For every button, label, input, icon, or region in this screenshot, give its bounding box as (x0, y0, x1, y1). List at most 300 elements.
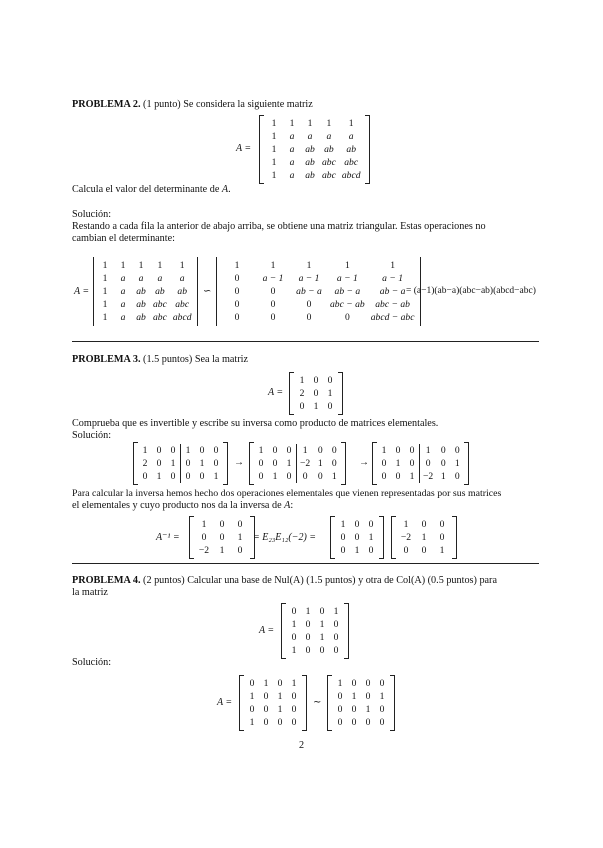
matrix-cell: 0 (379, 717, 385, 728)
matrix-row (295, 400, 337, 413)
matrix-cell: 1 (156, 471, 162, 482)
matrix-cell: 1 (454, 458, 460, 469)
matrix-row (219, 311, 418, 324)
matrix-cell: ab − a (296, 286, 322, 297)
matrix-cell: abc − ab (375, 299, 410, 310)
matrix-cell: abcd − abc (370, 312, 415, 323)
matrix-row (333, 690, 389, 703)
p4-equiv-symbol: ∼ (313, 697, 322, 708)
matrix-cell: 0 (317, 445, 323, 456)
matrix-cell: 1 (201, 519, 207, 530)
matrix-row (254, 457, 341, 470)
matrix-cell: 0 (421, 545, 427, 556)
matrix-cell: 0 (337, 717, 343, 728)
matrix-row (254, 470, 341, 483)
matrix-row (195, 518, 249, 531)
p3-inverse-matrix (189, 518, 255, 557)
matrix-row (397, 544, 451, 557)
matrix-cell: 0 (234, 312, 240, 323)
matrix-row (219, 272, 418, 285)
matrix-cell: 1 (219, 545, 225, 556)
matrix-cell: a (326, 131, 332, 142)
matrix-row (336, 544, 378, 557)
matrix-cell: 0 (333, 632, 339, 643)
p3-augmented-1 (133, 444, 228, 483)
matrix-cell: 0 (340, 532, 346, 543)
matrix-cell: 0 (354, 519, 360, 530)
matrix-cell: 0 (277, 717, 283, 728)
matrix-cell: 1 (102, 260, 108, 271)
p2-question-text: Calcula el valor del determinante de (72, 184, 220, 195)
matrix-cell: a − 1 (262, 273, 284, 284)
p4-reduce-right (327, 677, 395, 729)
p4-matrix-a (281, 605, 349, 657)
matrix-cell: 0 (409, 445, 415, 456)
matrix-row (265, 156, 364, 169)
matrix-cell: 0 (234, 273, 240, 284)
matrix-row (195, 544, 249, 557)
problem-3-intro: (1.5 puntos) Sea la matriz (143, 354, 249, 365)
matrix-cell: 1 (234, 260, 240, 271)
matrix-cell: 0 (365, 678, 371, 689)
matrix-cell: 0 (454, 445, 460, 456)
matrix-cell: 0 (263, 691, 269, 702)
matrix-cell: a (307, 131, 313, 142)
matrix-cell: 0 (368, 519, 374, 530)
matrix-row (377, 444, 464, 457)
matrix-cell: 0 (270, 299, 276, 310)
matrix-row (96, 272, 195, 285)
matrix-cell: 0 (327, 401, 333, 412)
matrix-cell: 1 (138, 260, 144, 271)
matrix-cell: 0 (234, 286, 240, 297)
divider-1 (72, 341, 539, 342)
matrix-cell: −2 (400, 532, 412, 543)
matrix-cell: 0 (213, 458, 219, 469)
matrix-cell: abc (344, 157, 359, 168)
matrix-cell: 0 (327, 375, 333, 386)
p3-inverse-label: A⁻¹ = (156, 532, 180, 543)
p3-arrow-1: → (234, 457, 244, 468)
p2-det-right-table (219, 259, 418, 324)
matrix-cell: a (120, 299, 126, 310)
matrix-cell: 0 (249, 704, 255, 715)
matrix-row (287, 631, 343, 644)
matrix-cell: 1 (368, 532, 374, 543)
matrix-cell: 1 (249, 691, 255, 702)
p4-intro-line2: la matriz (72, 587, 108, 598)
matrix-cell: 1 (291, 619, 297, 630)
matrix-cell: abc (153, 312, 167, 323)
matrix-cell: 0 (365, 717, 371, 728)
matrix-cell: ab (324, 144, 334, 155)
p3-text-line2-var: A (284, 500, 291, 511)
matrix-cell: 0 (439, 519, 445, 530)
matrix-cell: 1 (348, 118, 354, 129)
matrix-row (333, 703, 389, 716)
matrix-cell: 0 (306, 312, 312, 323)
matrix-cell: 1 (170, 458, 176, 469)
matrix-cell: 0 (319, 645, 325, 656)
matrix-cell: 0 (331, 445, 337, 456)
matrix-cell: 0 (403, 545, 409, 556)
matrix-cell: 0 (421, 519, 427, 530)
matrix-cell: 0 (313, 388, 319, 399)
matrix-cell: 1 (271, 144, 277, 155)
matrix-row (336, 518, 378, 531)
matrix-cell: 0 (272, 445, 278, 456)
matrix-cell: 0 (319, 606, 325, 617)
p3-product-formula: = E₂₃E₁₂(−2) = (253, 532, 317, 543)
matrix-cell: ab (305, 144, 315, 155)
matrix-cell: 0 (306, 299, 312, 310)
p2-question-var: A (221, 184, 229, 195)
p3-e23-matrix (330, 518, 384, 557)
matrix-cell: a − 1 (298, 273, 320, 284)
matrix-cell: 0 (331, 458, 337, 469)
p3-solution-label: Solución: (72, 430, 112, 441)
matrix-cell: 0 (340, 545, 346, 556)
matrix-cell: 0 (286, 445, 292, 456)
p4-matrix-a-table (287, 605, 343, 657)
matrix-cell: a (120, 286, 126, 297)
matrix-cell: 0 (185, 458, 191, 469)
matrix-cell: abc (153, 299, 167, 310)
problem-4-heading: PROBLEMA 4. (72, 575, 141, 586)
p2-equiv-symbol: ∽ (203, 286, 212, 297)
matrix-cell: a − 1 (336, 273, 358, 284)
matrix-cell: 1 (102, 312, 108, 323)
matrix-cell: 0 (351, 678, 357, 689)
matrix-cell: 0 (351, 717, 357, 728)
matrix-cell: 1 (395, 458, 401, 469)
matrix-cell: 1 (337, 678, 343, 689)
matrix-row (287, 618, 343, 631)
matrix-cell: 1 (291, 645, 297, 656)
matrix-cell: 1 (277, 704, 283, 715)
matrix-row (265, 117, 364, 130)
matrix-cell: a (157, 273, 163, 284)
matrix-cell: 0 (219, 532, 225, 543)
matrix-cell: 1 (102, 299, 108, 310)
matrix-cell: 0 (170, 471, 176, 482)
p3-matrix-a (289, 374, 343, 413)
matrix-cell: 1 (258, 445, 264, 456)
matrix-cell: a (120, 312, 126, 323)
p3-text-line2 (72, 500, 293, 512)
problem-4-statement (72, 575, 497, 587)
matrix-cell: 0 (272, 458, 278, 469)
matrix-row (336, 531, 378, 544)
p2-det-right (216, 259, 421, 324)
matrix-cell: ab (305, 157, 315, 168)
matrix-cell: 0 (333, 619, 339, 630)
p4-reduce-left-table (245, 677, 301, 729)
matrix-cell: 1 (120, 260, 126, 271)
matrix-cell: a (289, 157, 295, 168)
matrix-cell: a (289, 144, 295, 155)
p3-arrow-2: → (359, 457, 369, 468)
matrix-row (295, 387, 337, 400)
matrix-cell: 0 (237, 545, 243, 556)
matrix-cell: 0 (381, 458, 387, 469)
matrix-cell: 1 (286, 458, 292, 469)
matrix-cell: 1 (291, 678, 297, 689)
p2-question (72, 184, 231, 196)
p3-augmented-3-table (377, 444, 464, 483)
matrix-cell: 1 (102, 286, 108, 297)
p4-matrix-label: A = (259, 625, 275, 636)
matrix-row (138, 470, 223, 483)
p2-det-left-table (96, 259, 195, 324)
matrix-cell: 1 (307, 118, 313, 129)
matrix-cell: 1 (379, 691, 385, 702)
matrix-row (245, 716, 301, 729)
matrix-cell: abc (175, 299, 190, 310)
matrix-cell: 1 (271, 131, 277, 142)
matrix-cell: 0 (439, 532, 445, 543)
matrix-row (333, 677, 389, 690)
matrix-cell: 1 (365, 704, 371, 715)
matrix-cell: 0 (337, 704, 343, 715)
matrix-cell: 0 (237, 519, 243, 530)
p2-explanation-line2: cambian el determinante: (72, 233, 175, 244)
matrix-cell: 0 (337, 691, 343, 702)
matrix-cell: a (289, 131, 295, 142)
matrix-cell: 0 (258, 458, 264, 469)
matrix-cell: 0 (313, 375, 319, 386)
p4-reduce-left (239, 677, 307, 729)
matrix-cell: −2 (300, 458, 311, 469)
matrix-row (333, 716, 389, 729)
problem-4-intro: (2 puntos) Calcular una base de Nul(A) (1.5 puntos) y otra de Col(A) (0.5 puntos) para (143, 575, 497, 586)
matrix-cell: 0 (351, 704, 357, 715)
matrix-cell: −2 (423, 471, 434, 482)
matrix-cell: 0 (201, 532, 207, 543)
matrix-cell: 1 (354, 545, 360, 556)
matrix-cell: 0 (379, 678, 385, 689)
matrix-cell: abcd (341, 170, 361, 181)
matrix-cell: 0 (170, 445, 176, 456)
matrix-cell: 0 (142, 471, 148, 482)
matrix-cell: 0 (305, 632, 311, 643)
matrix-cell: 1 (237, 532, 243, 543)
matrix-cell: ab (136, 286, 146, 297)
matrix-cell: 1 (331, 471, 337, 482)
matrix-cell: 1 (270, 260, 276, 271)
matrix-cell: 0 (199, 445, 205, 456)
matrix-row (219, 298, 418, 311)
matrix-cell: −2 (198, 545, 210, 556)
matrix-cell: 1 (319, 632, 325, 643)
p4-reduce-label: A = (217, 697, 233, 708)
p3-task: Comprueba que es invertible y escribe su inversa como producto de matrices elementales. (72, 418, 439, 429)
matrix-cell: 1 (249, 717, 255, 728)
problem-2-heading: PROBLEMA 2. (72, 99, 141, 110)
matrix-cell: 0 (425, 458, 431, 469)
matrix-cell: 0 (440, 445, 446, 456)
matrix-cell: 0 (199, 471, 205, 482)
matrix-row (295, 374, 337, 387)
matrix-cell: 0 (286, 471, 292, 482)
matrix-cell: ab (177, 286, 187, 297)
matrix-cell: ab (136, 312, 146, 323)
matrix-cell: 1 (299, 375, 305, 386)
p2-det-left (93, 259, 198, 324)
matrix-cell: 1 (333, 606, 339, 617)
matrix-cell: 0 (291, 606, 297, 617)
matrix-cell: 1 (319, 619, 325, 630)
matrix-row (265, 143, 364, 156)
matrix-cell: 0 (249, 678, 255, 689)
matrix-row (138, 457, 223, 470)
matrix-cell: 0 (305, 619, 311, 630)
p3-matrix-label: A = (268, 387, 284, 398)
problem-3-heading: PROBLEMA 3. (72, 354, 141, 365)
matrix-cell: 1 (277, 691, 283, 702)
matrix-cell: 1 (390, 260, 395, 271)
matrix-cell: 1 (425, 445, 431, 456)
matrix-cell: 1 (340, 519, 346, 530)
p3-e23-table (336, 518, 378, 557)
matrix-cell: 1 (305, 606, 311, 617)
matrix-row (195, 531, 249, 544)
matrix-cell: 0 (291, 632, 297, 643)
matrix-cell: 2 (142, 458, 148, 469)
matrix-cell: a − 1 (382, 273, 404, 284)
matrix-row (96, 285, 195, 298)
matrix-cell: 1 (302, 445, 308, 456)
matrix-cell: 0 (302, 471, 308, 482)
matrix-cell: 0 (368, 545, 374, 556)
matrix-cell: 0 (409, 458, 415, 469)
matrix-cell: 0 (354, 532, 360, 543)
matrix-row (219, 285, 418, 298)
matrix-cell: 0 (258, 471, 264, 482)
matrix-cell: 1 (263, 678, 269, 689)
matrix-row (287, 644, 343, 657)
matrix-cell: 2 (299, 388, 305, 399)
matrix-cell: 1 (289, 118, 295, 129)
matrix-cell: abcd (172, 312, 192, 323)
matrix-cell: 0 (277, 678, 283, 689)
matrix-cell: 1 (179, 260, 185, 271)
matrix-cell: 0 (219, 519, 225, 530)
matrix-cell: 1 (199, 458, 205, 469)
p3-augmented-1-table (138, 444, 223, 483)
problem-3-statement (72, 354, 248, 366)
matrix-row (245, 703, 301, 716)
matrix-cell: 1 (327, 388, 333, 399)
matrix-cell: abc (322, 157, 336, 168)
p4-reduce-right-table (333, 677, 389, 729)
matrix-cell: 1 (351, 691, 357, 702)
matrix-cell: 1 (213, 471, 219, 482)
matrix-cell: 1 (403, 519, 409, 530)
matrix-cell: abc − ab (330, 299, 365, 310)
matrix-cell: 0 (379, 704, 385, 715)
matrix-cell: 0 (156, 445, 162, 456)
matrix-cell: 1 (317, 458, 323, 469)
matrix-cell: ab − a (334, 286, 361, 297)
matrix-cell: 1 (102, 273, 108, 284)
matrix-cell: 0 (395, 445, 401, 456)
problem-2-statement (72, 99, 313, 111)
matrix-cell: 1 (185, 445, 191, 456)
p3-augmented-2-table (254, 444, 341, 483)
matrix-row (245, 690, 301, 703)
matrix-cell: 0 (454, 471, 460, 482)
p3-e12-table (397, 518, 451, 557)
p3-text-line2-post: : (290, 500, 294, 511)
matrix-cell: 1 (326, 118, 332, 129)
matrix-cell: ab (346, 144, 356, 155)
matrix-cell: 1 (439, 545, 445, 556)
p2-matrix-label: A = (236, 143, 252, 154)
p2-matrix-a (259, 117, 370, 182)
matrix-cell: 0 (291, 717, 297, 728)
matrix-cell: 1 (157, 260, 163, 271)
matrix-cell: 0 (234, 299, 240, 310)
matrix-cell: 1 (306, 260, 312, 271)
matrix-cell: 0 (270, 312, 276, 323)
p3-matrix-a-table (295, 374, 337, 413)
matrix-row (96, 311, 195, 324)
matrix-cell: a (138, 273, 144, 284)
matrix-cell: a (289, 170, 295, 181)
matrix-cell: ab − a (379, 286, 406, 297)
matrix-cell: 0 (317, 471, 323, 482)
matrix-cell: 0 (305, 645, 311, 656)
p2-question-post: . (228, 184, 231, 195)
matrix-cell: 0 (365, 691, 371, 702)
matrix-cell: 0 (263, 704, 269, 715)
matrix-row (377, 470, 464, 483)
matrix-row (96, 298, 195, 311)
p3-augmented-2 (249, 444, 346, 483)
p4-solution-label: Solución: (72, 657, 112, 668)
matrix-cell: 0 (156, 458, 162, 469)
p3-augmented-3 (372, 444, 469, 483)
matrix-cell: 0 (291, 704, 297, 715)
matrix-row (377, 457, 464, 470)
p2-matrix-a-table (265, 117, 364, 182)
matrix-cell: ab (155, 286, 165, 297)
matrix-cell: 1 (381, 445, 387, 456)
matrix-cell: 0 (299, 401, 305, 412)
p2-explanation-line1: Restando a cada fila la anterior de abajo arriba, se obtiene una matriz triangular. Estas operaciones no (72, 221, 486, 232)
matrix-cell: 1 (409, 471, 415, 482)
matrix-cell: 0 (213, 445, 219, 456)
matrix-cell: 0 (291, 691, 297, 702)
page-number: 2 (299, 740, 305, 751)
matrix-cell: a (348, 131, 354, 142)
p2-solution-label: Solución: (72, 209, 112, 220)
matrix-row (254, 444, 341, 457)
p2-det-result: = (a−1)(ab−a)(abc−ab)(abcd−abc) (406, 286, 536, 296)
matrix-row (265, 169, 364, 182)
problem-2-intro: (1 punto) Se considera la siguiente matriz (143, 99, 313, 110)
matrix-row (138, 444, 223, 457)
matrix-row (96, 259, 195, 272)
matrix-row (397, 518, 451, 531)
p3-inverse-table (195, 518, 249, 557)
matrix-cell: abc (322, 170, 336, 181)
matrix-cell: 1 (440, 471, 446, 482)
matrix-cell: a (120, 273, 126, 284)
matrix-cell: ab (305, 170, 315, 181)
matrix-cell: 0 (333, 645, 339, 656)
